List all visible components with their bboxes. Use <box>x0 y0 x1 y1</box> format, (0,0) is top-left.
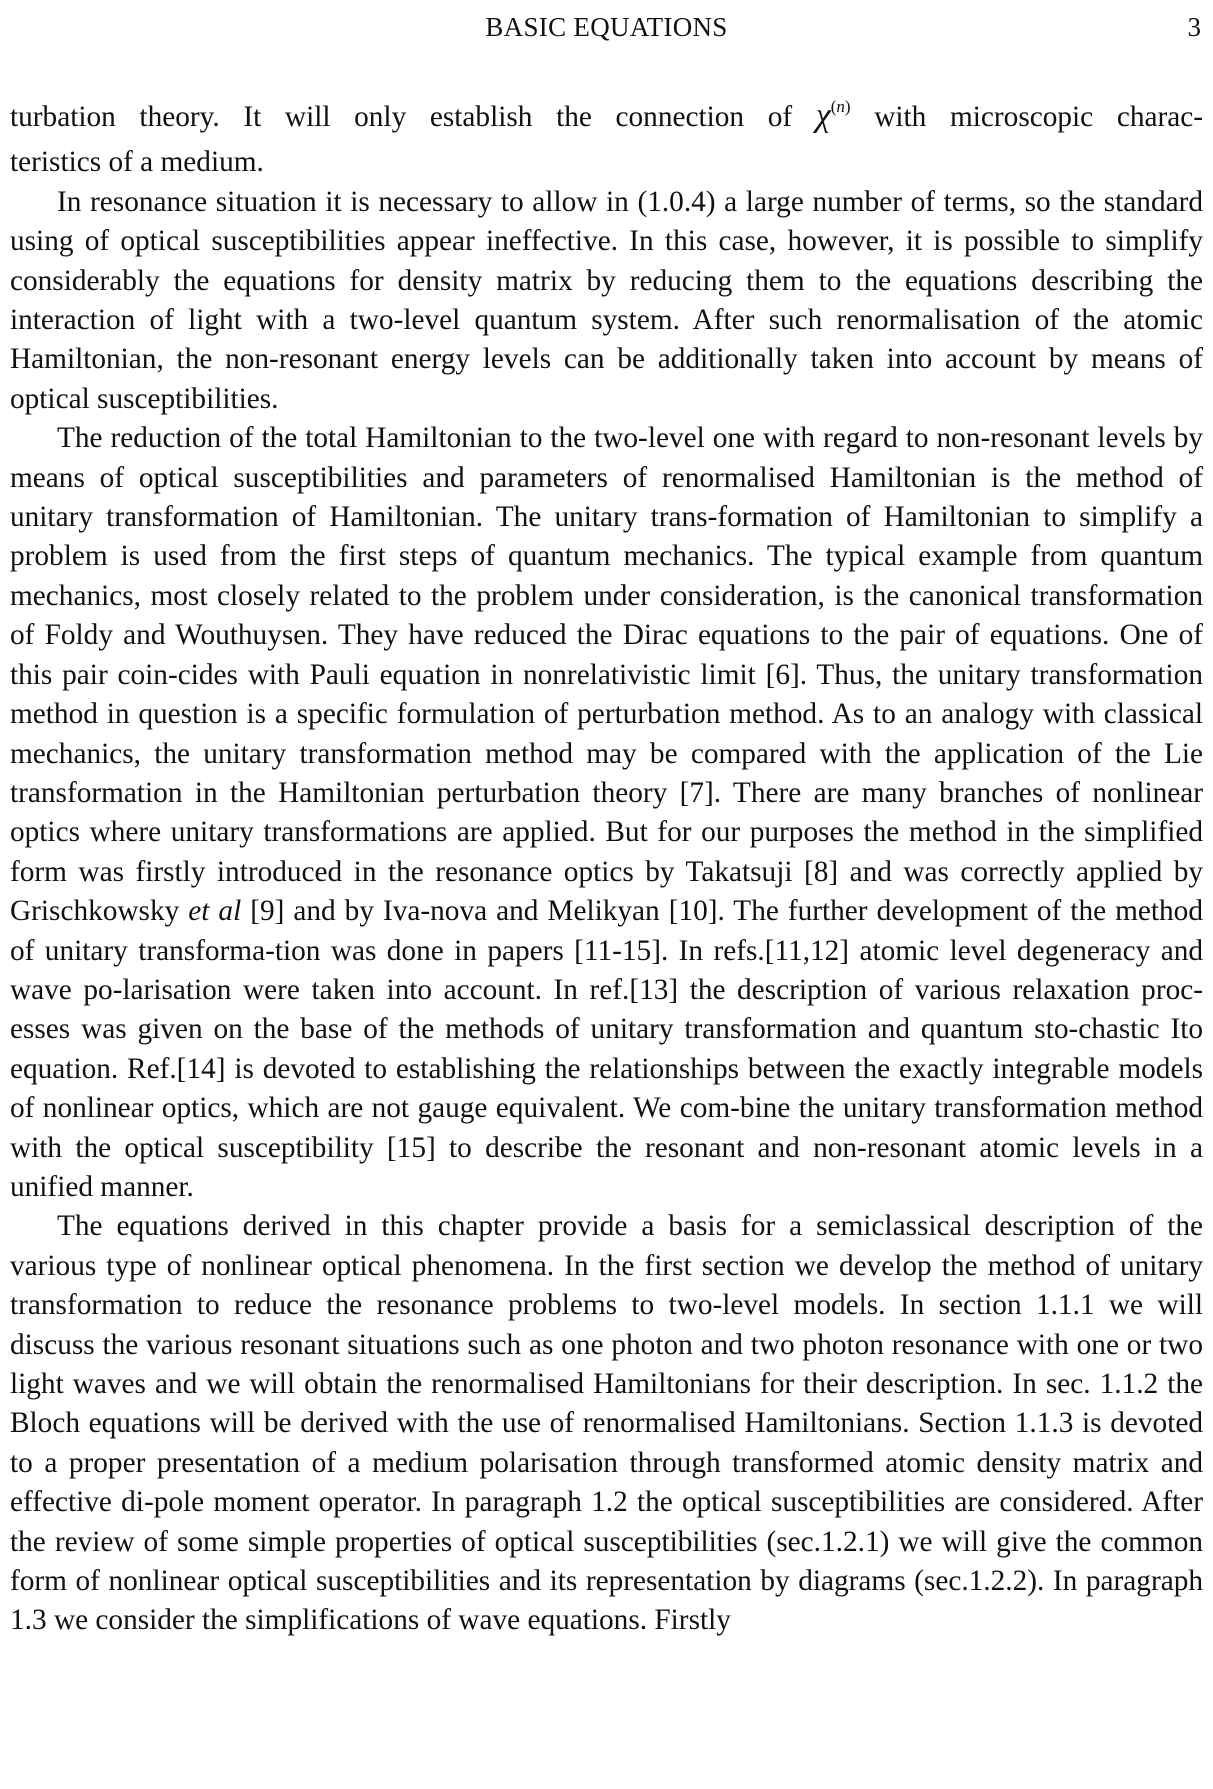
first-line <box>10 98 1203 137</box>
para1-before-symbol: turbation theory. It will only establish the connection of <box>10 101 816 133</box>
para1-after-symbol: with microscopic charac- <box>850 101 1203 133</box>
paragraph-resonance: In resonance situation it is necessary to allow in (1.0.4) a large number of terms, so the standard using of optical susceptibilities appear ineffective. In this case, however, it is possible to simplify considerably the equations for density matrix by reducing them to the equations describing the interaction of light with a two-level quantum system. After such renormalisation of the atomic Hamiltonian, the non-resonant energy levels can be additionally taken into account by means of optical susceptibilities. <box>10 185 1203 415</box>
chi-sup-close: ) <box>844 97 851 116</box>
para3-text-b: [9] and by Iva-nova and Melikyan [10]. The further development of the method of unitary transforma-tion was done in papers [11-15]. In refs.[11,12] atomic level degeneracy and wave po-larisation were taken into account. In ref.[13] the description of various relaxation proc-esses was given on the base of the methods of unitary transformation and quantum sto-chastic Ito equation. Ref.[14] is devoted to establishing the relationships between the exactly integrable models of nonlinear optics, which are not gauge equivalent. We com-bine the unitary transformation method with the optical susceptibility [15] to describe the resonant and non-resonant atomic levels in a unified manner. <box>10 895 1203 1203</box>
para3-text-a: The reduction of the total Hamiltonian to the two-level one with regard to non-resonant levels by means of optical susceptibilities and parameters of renormalised Hamiltonian is the method of unitary transformation of Hamiltonian. The unitary trans-formation of Hamiltonian to simplify a problem is used from the first steps of quantum mechanics. The typical example from quantum mechanics, most closely related to the problem under consideration, is the canonical transformation of Foldy and Wouthuysen. They have reduced the Dirac equations to the pair of equations. One of this pair coin-cides with Pauli equation in nonrelativistic limit [6]. Thus, the unitary transformation method in question is a specific formulation of perturbation method. As to an analogy with classical mechanics, the unitary transformation method may be compared with the application of the Lie transformation in the Hamiltonian perturbation theory [7]. There are many branches of nonlinear optics where unitary transformations are applied. But for our purposes the method in the simplified form was firstly introduced in the resonance optics by Takatsuji [8] and was correctly applied by Grischkowsky <box>10 422 1203 928</box>
running-header <box>0 10 1213 44</box>
paragraph-continuation <box>10 98 1203 183</box>
chi-superscript <box>831 97 851 116</box>
paragraph-chapter-overview: The equations derived in this chapter provide a basis for a semiclassical description of the various type of nonlinear optical phenomena. In the first section we develop the method of unitary transformation to reduce the resonance problems to two-level models. In section 1.1.1 we will discuss the various resonant situations such as one photon and two photon resonance with one or two light waves and we will obtain the renormalised Hamiltonians for their description. In sec. 1.1.2 the Bloch equations will be derived with the use of renormalised Hamiltonians. Section 1.1.3 is devoted to a proper presentation of a medium polarisation through transformed atomic density matrix and effective di-pole moment operator. In paragraph 1.2 the optical susceptibilities are considered. After the review of some simple properties of optical susceptibilities (sec.1.2.1) we will give the common form of nonlinear optical susceptibilities and its representation by diagrams (sec.1.2.2). In paragraph 1.3 we consider the simplifications of wave equations. Firstly <box>10 1210 1203 1637</box>
para3-emphasis: et al <box>188 895 242 928</box>
body-text <box>10 98 1203 1641</box>
page-number: 3 <box>1187 12 1201 42</box>
chi-sup-open: ( <box>830 97 837 116</box>
running-title: BASIC EQUATIONS <box>485 12 728 42</box>
paragraph-reduction <box>10 419 1203 1207</box>
chi-symbol: χ <box>815 97 831 134</box>
para1-rest: teristics of a medium. <box>10 146 264 179</box>
chi-sup-var: n <box>836 97 845 116</box>
